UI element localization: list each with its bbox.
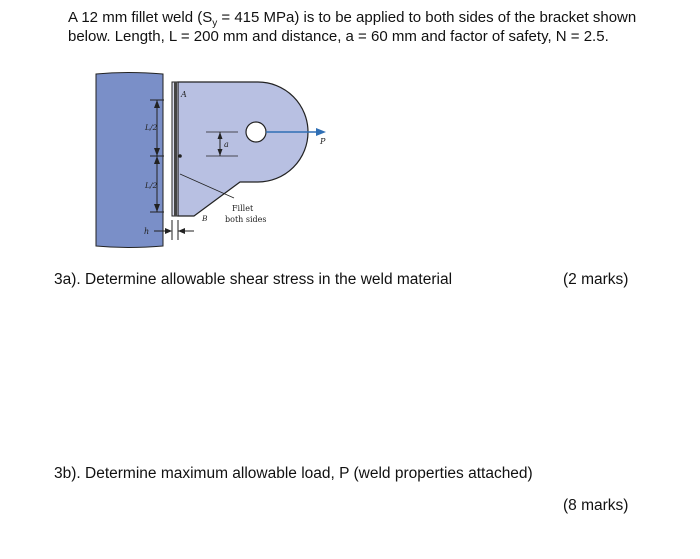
problem-line-1: A 12 mm fillet weld ($S_y = 415$ MPa) is to be applied to both sides of the bracket shown (68, 9, 637, 29)
bolt-hole (246, 122, 266, 142)
marks-3b: (8 marks) (563, 497, 629, 514)
subscript-y: y (212, 18, 218, 29)
wall (96, 73, 163, 248)
dim-h-arrow-head (178, 228, 185, 234)
label-A: A (181, 90, 187, 99)
problem-line-2: below. Length, L = 200 mm and distance, a = 60 mm and factor of safety, N = 2.5. (68, 28, 609, 45)
label-both-sides: both sides (225, 215, 267, 224)
label-L-half-bottom: L/2 (145, 181, 158, 190)
label-fillet: Fillet (232, 204, 254, 213)
bracket-figure (88, 70, 338, 255)
question-3a: 3a). Determine allowable shear stress in the weld material (54, 271, 453, 288)
problem-statement (68, 8, 668, 46)
label-a: a (224, 140, 229, 149)
label-h: h (144, 227, 150, 236)
label-P: P (320, 137, 326, 146)
question-3b: 3b). Determine maximum allowable load, P (weld properties attached) (54, 465, 533, 482)
bracket (178, 82, 308, 216)
weld-dark (174, 82, 177, 216)
label-L-half-top: L/2 (145, 123, 158, 132)
dim-h-arrow-head (165, 228, 172, 234)
label-B: B (202, 214, 208, 223)
force-arrow-head (316, 128, 326, 136)
marks-3a: (2 marks) (563, 271, 629, 288)
centroid-dot (178, 154, 182, 158)
